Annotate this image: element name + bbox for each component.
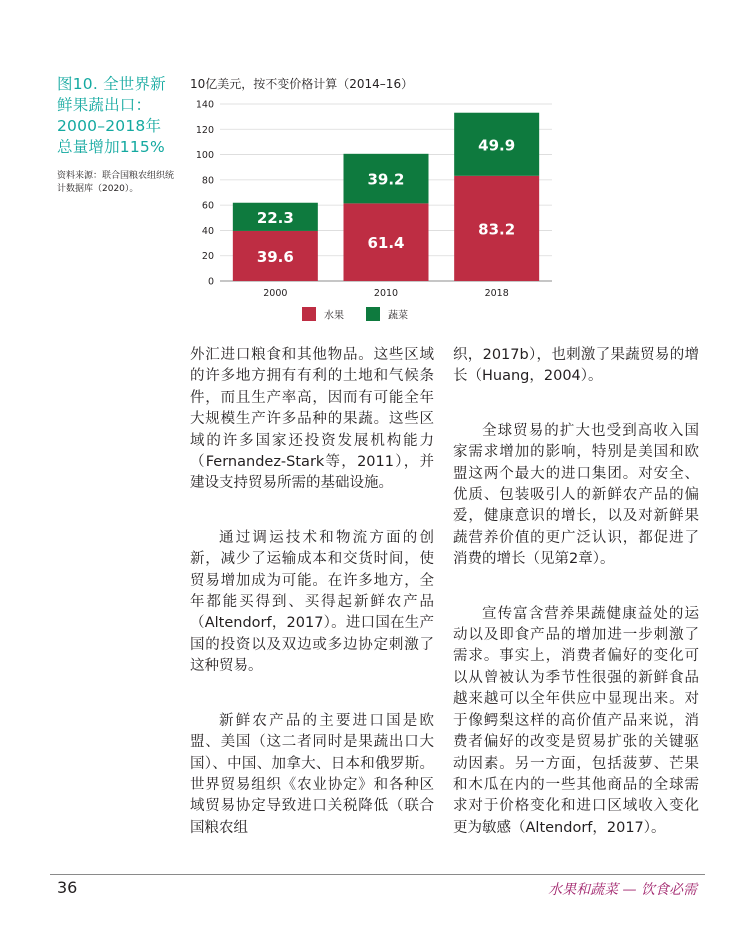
figure-source: 资料来源：联合国粮农组织统计数据库（2020）。 <box>57 171 175 194</box>
chart-unit-label: 10亿美元，按不变价格计算（2014–16） <box>190 77 414 91</box>
y-tick-label: 0 <box>207 276 214 288</box>
paragraph: 新鲜农产品的主要进口国是欧盟、美国（这二者同时是果蔬出口大国）、中国、加拿大、日本和俄罗斯。世界贸易组织《农业协定》和各种区域贸易协定导致进口关税降低（联合国粮农组 <box>190 712 434 836</box>
figure-title: 图10. 全世界新鲜果蔬出口：2000–2018年总量增加115% <box>57 75 166 156</box>
legend-swatch <box>366 307 380 321</box>
running-title: 水果和蔬菜 — 饮食必需 <box>548 882 697 898</box>
left-column <box>190 345 434 839</box>
paragraph: 织，2017b），也刺激了果蔬贸易的增长（Huang，2004）。 <box>453 347 699 385</box>
paragraph: 通过调运技术和物流方面的创新，减少了运输成本和交货时间，使贸易增加成为可能。在许多地方，全年都能买得到、买得起新鲜农产品（Altendorf，2017）。进口国在生产国的投资以及双边或多边协定刺激了这种贸易。 <box>190 529 434 675</box>
page-number: 36 <box>57 878 78 897</box>
y-tick-label: 80 <box>201 175 214 187</box>
y-tick-label: 100 <box>195 150 214 162</box>
data-label: 49.9 <box>478 136 516 155</box>
paragraph: 全球贸易的扩大也受到高收入国家需求增加的影响，特别是美国和欧盟这两个最大的进口集团。对安全、优质、包装吸引人的新鲜农产品的偏爱，健康意识的增长，以及对新鲜果蔬营养价值的更广泛认识，都促进了消费的增长（见第2章）。 <box>453 422 699 568</box>
data-label: 83.2 <box>478 220 516 239</box>
y-tick-label: 120 <box>195 124 214 136</box>
data-label: 61.4 <box>367 234 405 253</box>
legend-label: 蔬菜 <box>388 310 408 322</box>
x-tick-label: 2018 <box>484 288 509 299</box>
paragraph: 外汇进口粮食和其他物品。这些区域的许多地方拥有有利的土地和气候条件，而且生产率高，因而有可能全年大规模生产许多品种的果蔬。这些区域的许多国家还投资发展机构能力（Fernandez-Stark等，2011），并建设支持贸易所需的基础设施。 <box>190 347 434 492</box>
paragraph: 宣传富含营养果蔬健康益处的运动以及即食产品的增加进一步刺激了需求。事实上，消费者偏好的变化可以从曾被认为季节性很强的新鲜食品越来越可以全年供应中显现出来。对于像鳄梨这样的高价值产品来说，消费者偏好的改变是贸易扩张的关键驱动因素。另一方面，包括菠萝、芒果和木瓜在内的一些其他商品的全球需求对于价格变化和进口区域收入变化更为敏感（Altendorf，2017）。 <box>453 605 699 836</box>
footer-divider <box>50 874 705 875</box>
right-column <box>453 345 699 839</box>
data-label: 22.3 <box>256 208 294 227</box>
y-tick-label: 60 <box>201 200 214 212</box>
x-tick-label: 2010 <box>373 288 399 299</box>
data-label: 39.2 <box>367 170 405 189</box>
y-tick-label: 40 <box>201 225 214 237</box>
y-tick-label: 140 <box>195 99 214 111</box>
figure-caption <box>57 74 175 196</box>
x-tick-label: 2000 <box>263 288 288 299</box>
y-tick-label: 20 <box>201 251 214 263</box>
legend-swatch <box>302 307 316 321</box>
data-label: 39.6 <box>256 247 294 266</box>
stacked-bar-chart <box>180 92 560 332</box>
legend-label: 水果 <box>324 310 344 322</box>
